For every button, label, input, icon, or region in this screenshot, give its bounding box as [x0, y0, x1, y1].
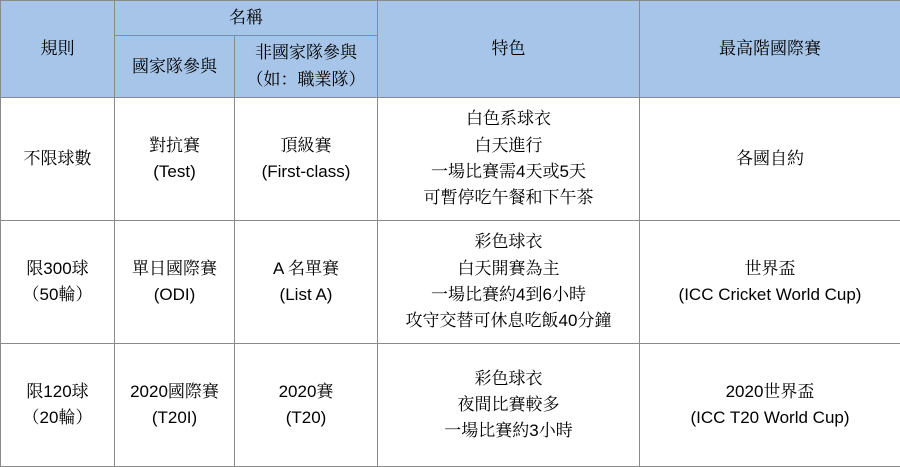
national-line1: 單日國際賽 — [121, 256, 228, 282]
feature-line: 夜間比賽較多 — [384, 392, 633, 418]
rule-line1: 限120球 — [7, 379, 108, 405]
non-national-line1: 2020賽 — [241, 379, 371, 405]
cell-national — [115, 98, 235, 221]
cell-top-international — [640, 344, 900, 467]
national-line1: 對抗賽 — [121, 133, 228, 159]
feature-line: 可暫停吃午餐和下午茶 — [384, 185, 633, 211]
header-non-national-line2: （如：職業隊） — [241, 67, 371, 93]
national-line2: (ODI) — [121, 282, 228, 308]
rule-line1: 限300球 — [7, 256, 108, 282]
non-national-line1: 頂級賽 — [241, 133, 371, 159]
top-line1: 世界盃 — [646, 256, 894, 282]
national-line2: (T20I) — [121, 405, 228, 431]
top-line1: 各國自約 — [646, 146, 894, 172]
cell-feature — [378, 221, 640, 344]
feature-line: 彩色球衣 — [384, 366, 633, 392]
cell-non-national — [235, 344, 378, 467]
rule-line1: 不限球數 — [7, 146, 108, 172]
feature-line: 彩色球衣 — [384, 229, 633, 255]
non-national-line2: (List A) — [241, 282, 371, 308]
cell-top-international — [640, 98, 900, 221]
cell-feature — [378, 98, 640, 221]
non-national-line2: (T20) — [241, 405, 371, 431]
cell-non-national — [235, 221, 378, 344]
header-feature: 特色 — [378, 1, 640, 98]
cell-rule — [1, 98, 115, 221]
top-line2: (ICC Cricket World Cup) — [646, 282, 894, 308]
top-line1: 2020世界盃 — [646, 379, 894, 405]
non-national-line1: A 名單賽 — [241, 256, 371, 282]
header-row-top — [1, 1, 900, 36]
cell-rule — [1, 221, 115, 344]
table-body — [1, 98, 900, 467]
cell-national — [115, 221, 235, 344]
cell-top-international — [640, 221, 900, 344]
feature-line: 白色系球衣 — [384, 106, 633, 132]
top-line2: (ICC T20 World Cup) — [646, 405, 894, 431]
feature-line: 白天進行 — [384, 133, 633, 159]
feature-line: 一場比賽約3小時 — [384, 418, 633, 444]
table-header — [1, 1, 900, 98]
header-non-national-line1: 非國家隊參與 — [241, 40, 371, 66]
header-rule: 規則 — [1, 1, 115, 98]
rule-line2: （50輪） — [7, 282, 108, 308]
feature-line: 攻守交替可休息吃飯40分鐘 — [384, 308, 633, 334]
national-line2: (Test) — [121, 159, 228, 185]
cell-feature — [378, 344, 640, 467]
cell-rule — [1, 344, 115, 467]
non-national-line2: (First-class) — [241, 159, 371, 185]
header-national-team: 國家隊參與 — [115, 36, 235, 98]
rule-line2: （20輪） — [7, 405, 108, 431]
header-non-national-team — [235, 36, 378, 98]
header-name-group: 名稱 — [115, 1, 378, 36]
table-row — [1, 221, 900, 344]
table-row — [1, 344, 900, 467]
national-line1: 2020國際賽 — [121, 379, 228, 405]
cell-national — [115, 344, 235, 467]
header-top-international: 最高階國際賽 — [640, 1, 900, 98]
feature-line: 白天開賽為主 — [384, 256, 633, 282]
cell-non-national — [235, 98, 378, 221]
feature-line: 一場比賽約4到6小時 — [384, 282, 633, 308]
feature-line: 一場比賽需4天或5天 — [384, 159, 633, 185]
table-row — [1, 98, 900, 221]
